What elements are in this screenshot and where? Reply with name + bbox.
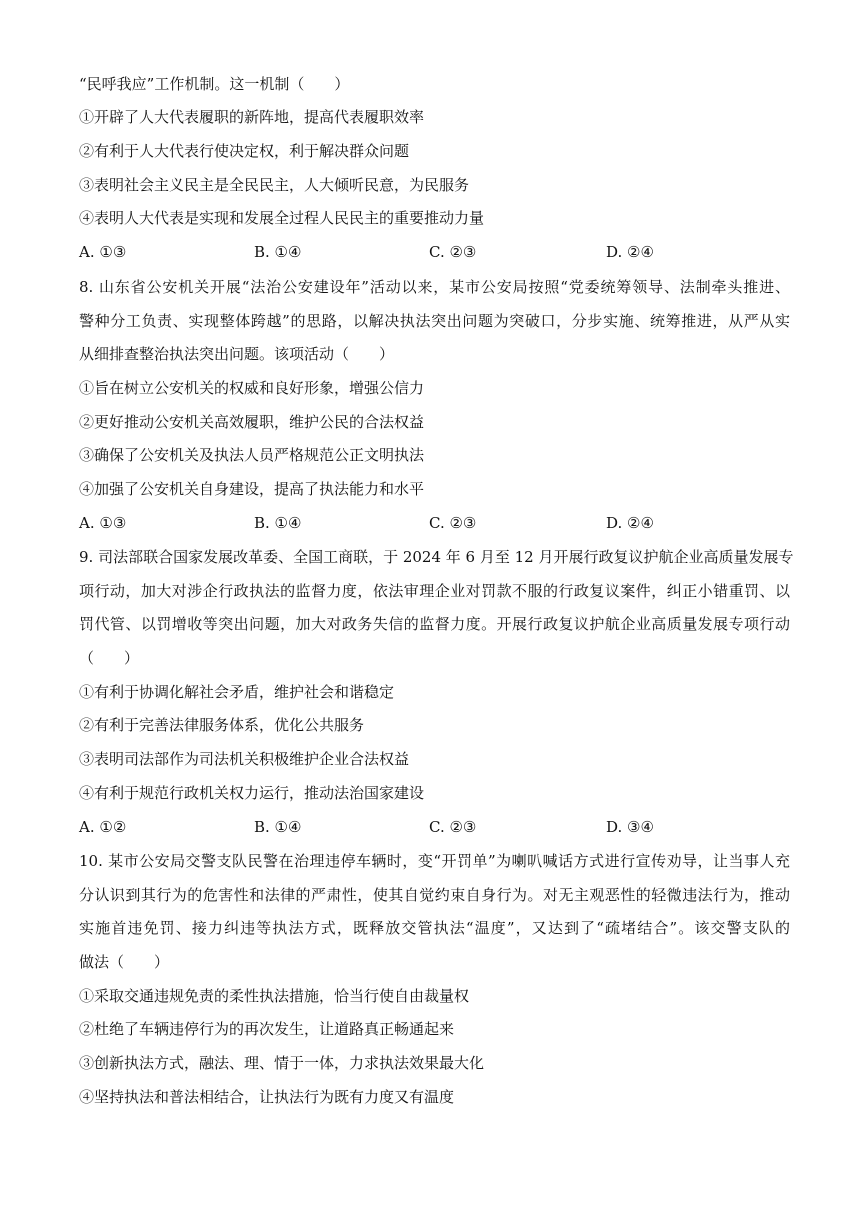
q8-options [79, 513, 779, 535]
q9-stem-line-1: 9. 司法部联合国家发展改革委、全国工商联，于 2024 年 6 月至 12 月开展行政复议护航企业高质量发展专 [79, 548, 794, 566]
q7-options [79, 242, 779, 264]
q7-item-3: ③表明社会主义民主是全民民主，人大倾听民意，为民服务 [79, 176, 470, 194]
q8-option-c[interactable]: C. ②③ [429, 514, 477, 532]
q9-item-2: ②有利于完善法律服务体系，优化公共服务 [79, 716, 365, 734]
q9-stem-line-2: 项行动，加大对涉企行政执法的监督力度，依法审理企业对罚款不服的行政复议案件，纠正小错重罚、以 [79, 582, 790, 600]
q9-options [79, 817, 779, 839]
q10-stem-line-4: 做法（ ） [79, 953, 170, 971]
q8-stem-line-3: 从细排查整治执法突出问题。该项活动（ ） [79, 345, 395, 363]
q10-item-3: ③创新执法方式，融法、理、情于一体，力求执法效果最大化 [79, 1054, 485, 1072]
q9-option-b[interactable]: B. ①④ [254, 818, 302, 836]
q8-item-3: ③确保了公安机关及执法人员严格规范公正文明执法 [79, 446, 425, 464]
q9-stem-line-3: 罚代管、以罚增收等突出问题，加大对政务失信的监督力度。开展行政复议护航企业高质量发展专项行动 [79, 615, 790, 633]
q8-item-4: ④加强了公安机关自身建设，提高了执法能力和水平 [79, 480, 425, 498]
q8-stem-line-2: 警种分工负责、实现整体跨越”的思路，以解决执法突出问题为突破口，分步实施、统筹推进，从严从实 [79, 312, 790, 330]
q10-stem-line-2: 分认识到其行为的危害性和法律的严肃性，使其自觉约束自身行为。对无主观恶性的轻微违法行为，推动 [79, 886, 790, 904]
q7-item-4: ④表明人大代表是实现和发展全过程人民民主的重要推动力量 [79, 209, 485, 227]
q10-stem-line-3: 实施首违免罚、接力纠违等执法方式，既释放交管执法“温度”，又达到了“疏堵结合”。该交警支队的 [79, 919, 790, 937]
q8-stem-line-1: 8. 山东省公安机关开展“法治公安建设年”活动以来，某市公安局按照“党委统筹领导、法制牵头推进、 [79, 278, 790, 296]
q10-item-2: ②杜绝了车辆违停行为的再次发生，让道路真正畅通起来 [79, 1020, 455, 1038]
q9-item-3: ③表明司法部作为司法机关积极维护企业合法权益 [79, 750, 410, 768]
q7-option-d[interactable]: D. ②④ [606, 243, 654, 261]
q10-item-4: ④坚持执法和普法相结合，让执法行为既有力度又有温度 [79, 1088, 455, 1106]
q7-item-2: ②有利于人大代表行使决定权，利于解决群众问题 [79, 142, 410, 160]
q8-item-1: ①旨在树立公安机关的权威和良好形象，增强公信力 [79, 379, 425, 397]
q10-stem-line-1: 10. 某市公安局交警支队民警在治理违停车辆时，变“开罚单”为喇叭喊话方式进行宣传劝导，让当事人充 [79, 852, 790, 870]
q7-option-a[interactable]: A. ①③ [79, 243, 127, 261]
q9-option-a[interactable]: A. ①② [79, 818, 127, 836]
q9-item-1: ①有利于协调化解社会矛盾，维护社会和谐稳定 [79, 683, 395, 701]
q9-stem-line-4: （ ） [79, 649, 140, 667]
q8-option-d[interactable]: D. ②④ [606, 514, 654, 532]
q8-item-2: ②更好推动公安机关高效履职，维护公民的合法权益 [79, 413, 425, 431]
q8-option-b[interactable]: B. ①④ [254, 514, 302, 532]
q7-stem-tail: “民呼我应”工作机制。这一机制（ ） [79, 75, 350, 93]
q9-item-4: ④有利于规范行政机关权力运行，推动法治国家建设 [79, 784, 425, 802]
q10-item-1: ①采取交通违规免责的柔性执法措施，恰当行使自由裁量权 [79, 987, 470, 1005]
q7-option-c[interactable]: C. ②③ [429, 243, 477, 261]
q9-option-d[interactable]: D. ③④ [606, 818, 654, 836]
q7-item-1: ①开辟了人大代表履职的新阵地，提高代表履职效率 [79, 108, 425, 126]
q8-option-a[interactable]: A. ①③ [79, 514, 127, 532]
q7-option-b[interactable]: B. ①④ [254, 243, 302, 261]
q9-option-c[interactable]: C. ②③ [429, 818, 477, 836]
